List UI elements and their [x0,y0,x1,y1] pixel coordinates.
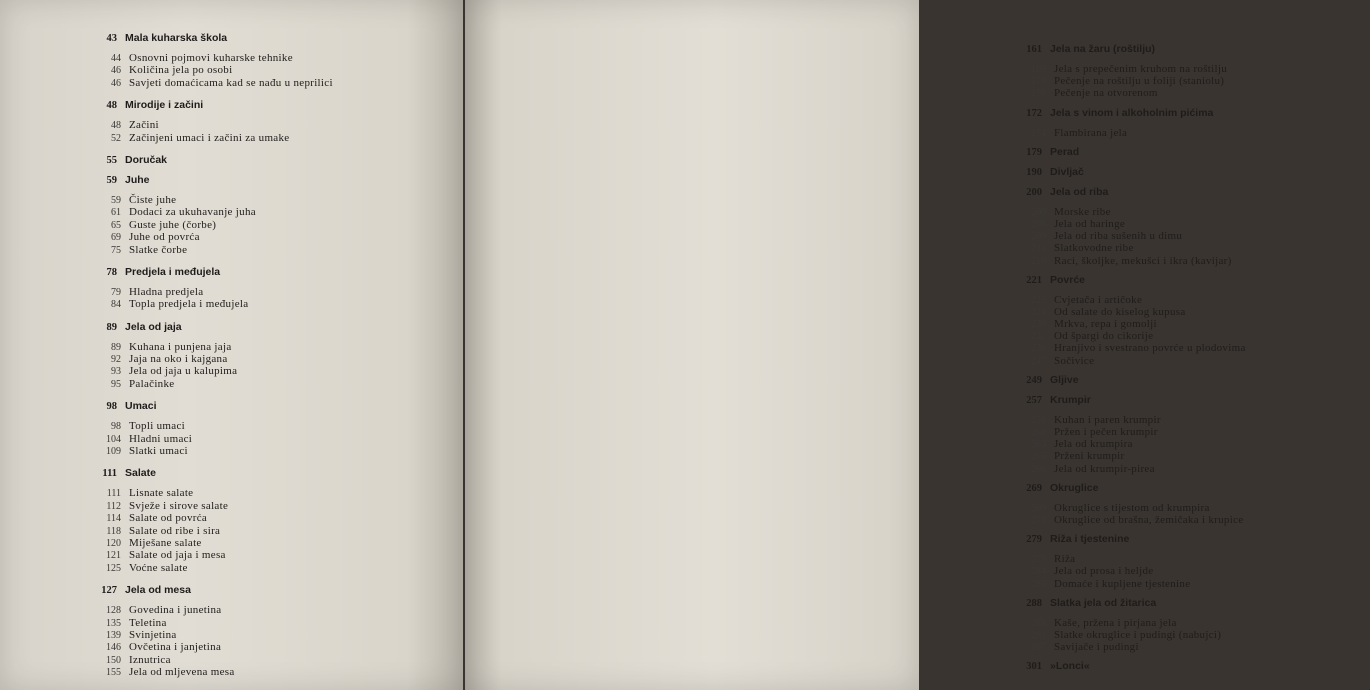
entry-title: Od salate do kiselog kupusa [1054,305,1186,318]
section-entries [1020,206,1370,267]
section-title: Predjela i međujela [125,265,221,278]
toc-entry [1020,355,1370,367]
section-page-number: 288 [1026,597,1042,609]
entry-title: Sočivice [1054,354,1095,367]
entry-page-number: 104 [106,433,121,445]
entry-title: Količina jela po osobi [129,64,233,77]
entry-page-number: 222 [1031,294,1046,306]
entry-title: Slatkovodne ribe [1054,242,1134,255]
toc-section [1020,660,1370,676]
toc-entry [95,562,435,574]
entry-page-number: 89 [111,341,121,353]
toc-entry [1020,330,1370,342]
section-title: Doručak [125,153,168,166]
toc-entry [1020,87,1370,99]
toc-section [1020,533,1370,590]
toc-entry [1020,318,1370,330]
entry-page-number: 75 [111,244,121,256]
entry-title: Kuhan i paren krumpir [1054,413,1161,426]
section-heading [1020,43,1370,59]
toc-entry [95,487,435,499]
toc-entry [95,77,435,89]
entry-title: Jela od prosa i heljde [1054,565,1154,578]
entry-title: Flambirana jela [1054,126,1128,139]
entry-page-number: 174 [1031,127,1046,139]
entry-page-number: 232 [1031,331,1046,343]
entry-page-number: 230 [1031,319,1046,331]
section-heading [95,584,435,600]
entry-page-number: 48 [111,120,121,132]
section-entries [95,52,435,89]
section-title: Jela od riba [1050,185,1109,198]
section-heading [1020,394,1370,410]
toc-section [1020,482,1370,526]
section-page-number: 111 [102,468,117,480]
section-entries [95,420,435,457]
section-page-number: 269 [1026,482,1042,494]
section-entries [95,604,435,678]
entry-page-number: 284 [1031,566,1046,578]
section-heading [1020,107,1370,123]
section-heading [95,174,435,190]
section-title: Jela s vinom i alkoholnim pićima [1050,106,1214,119]
entry-page-number: 84 [111,299,121,311]
section-heading [95,99,435,115]
toc-entry [1020,578,1370,590]
section-title: Gljive [1050,373,1079,386]
toc-entry [95,433,435,445]
entry-title: Okruglice s tijestom od krumpira [1054,501,1210,514]
entry-page-number: 297 [1031,642,1046,654]
toc-entry [1020,255,1370,267]
section-title: Umaci [125,400,157,413]
section-page-number: 301 [1026,661,1042,673]
toc-entry [95,537,435,549]
toc-entry [1020,230,1370,242]
toc-entry [95,654,435,666]
section-page-number: 98 [106,401,117,413]
entry-title: Jaja na oko i kajgana [129,353,228,366]
entry-page-number: 112 [106,500,121,512]
entry-page-number: 265 [1031,451,1046,463]
right-page [465,0,1246,690]
toc-entry [95,286,435,298]
section-title: Povrće [1050,273,1086,286]
entry-page-number: 247 [1031,355,1046,367]
section-heading [95,154,435,170]
entry-title: Jela od jaja u kalupima [129,365,238,378]
section-page-number: 59 [106,174,117,186]
section-title: Mala kuharska škola [125,32,228,44]
entry-title: Iznutrica [129,653,171,666]
toc-entry [1020,218,1370,230]
toc-entry [1020,502,1370,514]
toc-section [95,467,435,574]
entry-title: Govedina i junetina [129,604,222,617]
toc-section [95,400,435,457]
section-page-number: 221 [1026,274,1042,286]
entry-title: Kaše, pržena i pirjana jela [1054,616,1177,629]
toc-entry [95,298,435,310]
toc-entry [1020,641,1370,653]
toc-section [1020,43,1370,100]
section-title: Slatka jela od žitarica [1050,596,1157,609]
entry-title: Pržen i pečen krumpir [1054,426,1158,438]
entry-title: Juhe od povrća [129,231,200,244]
entry-page-number: 224 [1031,306,1046,318]
toc-entry [95,64,435,76]
section-heading [1020,660,1370,676]
toc-entry [1020,450,1370,462]
entry-title: Okruglice od brašna, žemičaka i krupice [1054,513,1244,526]
toc-entry [1020,463,1370,475]
toc-section [1020,394,1370,475]
entry-title: Slatki umaci [129,445,188,458]
entry-title: Jela od haringe [1054,217,1126,230]
section-entries [1020,617,1370,654]
toc-section [95,154,435,170]
section-title: Divljač [1050,165,1084,178]
entry-title: Jela od krumpir-pirea [1054,462,1155,475]
entry-page-number: 263 [1031,439,1046,451]
entry-page-number: 59 [111,194,121,206]
section-title: Mirodije i začini [125,99,204,112]
entry-title: Slatke čorbe [129,243,188,256]
section-entries [1020,502,1370,526]
entry-page-number: 52 [111,132,121,144]
section-title: Salate [125,467,156,480]
entry-title: Začinjeni umaci i začini za umake [129,131,290,144]
toc-entry [95,641,435,653]
entry-page-number: 79 [111,286,121,298]
toc-entry [1020,294,1370,306]
entry-page-number: 95 [111,378,121,390]
entry-title: Mrkva, repa i gomolji [1054,318,1157,331]
section-page-number: 55 [106,154,117,166]
entry-page-number: 211 [1031,243,1046,255]
entry-title: Teletina [129,616,167,629]
entry-title: Svježe i sirove salate [129,499,229,512]
section-page-number: 127 [101,585,117,597]
toc-entry [1020,629,1370,641]
entry-page-number: 69 [111,232,121,244]
section-heading [1020,533,1370,549]
entry-title: Svinjetina [129,628,177,641]
toc-section [1020,186,1370,267]
section-entries [1020,63,1370,100]
toc-entry [95,512,435,524]
section-entries [1020,414,1370,475]
toc-entry [95,194,435,206]
section-title: Krumpir [1050,393,1091,406]
entry-page-number: 269 [1031,502,1046,514]
entry-title: Jela od mljevena mesa [129,666,235,679]
toc-entry [95,604,435,616]
section-entries [95,119,435,144]
entry-page-number: 216 [1031,255,1046,267]
toc-section [95,584,435,678]
entry-title: Lisnate salate [129,487,194,500]
toc-entry [95,500,435,512]
toc-entry [95,445,435,457]
toc-entry [1020,75,1370,87]
section-page-number: 48 [106,100,117,112]
entry-title: Miješane salate [129,536,202,549]
entry-page-number: 118 [106,525,121,537]
entry-title: Kuhana i punjena jaja [129,340,232,353]
entry-title: Čiste juhe [129,193,177,206]
toc-section [95,321,435,391]
toc-entry [95,219,435,231]
section-heading [1020,374,1370,390]
entry-page-number: 236 [1031,343,1046,355]
entry-title: Jela s prepečenim kruhom na roštilju [1054,63,1228,75]
toc-entry [1020,565,1370,577]
section-heading [95,32,435,48]
entry-page-number: 139 [106,629,121,641]
entry-page-number: 92 [111,354,121,366]
section-page-number: 172 [1026,107,1042,119]
section-page-number: 279 [1026,534,1042,546]
entry-page-number: 46 [111,65,121,77]
section-heading [95,467,435,483]
section-title: Perad [1050,145,1080,158]
entry-page-number: 98 [111,421,121,433]
section-title: Okruglice [1050,481,1099,494]
section-entries [95,487,435,574]
toc-entry [95,341,435,353]
entry-title: Jela od krumpira [1054,438,1133,451]
entry-title: Savjeti domaćicama kad se nađu u neprilici [129,76,333,89]
entry-title: Palačinke [129,377,175,390]
toc-entry [95,378,435,390]
toc-entry [95,365,435,377]
entry-title: Cvjetača i artičoke [1054,293,1143,306]
entry-page-number: 170 [1031,76,1046,88]
toc-section [1020,274,1370,367]
entry-title: Hranjivo i svestrano povrće u plodovima [1054,342,1246,355]
entry-page-number: 114 [106,513,121,525]
entry-page-number: 146 [106,642,121,654]
section-heading [95,321,435,337]
toc-entry [95,119,435,131]
entry-title: Ovčetina i janjetina [129,641,222,654]
section-entries [95,341,435,391]
toc-entry [95,52,435,64]
entry-title: Morske ribe [1054,205,1111,218]
section-page-number: 190 [1026,166,1042,178]
entry-title: Od špargi do cikorije [1054,330,1154,343]
entry-page-number: 209 [1031,231,1046,243]
entry-page-number: 150 [106,654,121,666]
toc-entry [1020,438,1370,450]
entry-page-number: 208 [1031,218,1046,230]
entry-page-number: 155 [106,667,121,679]
entry-title: Pečenje na roštilju u foliji (staniolu) [1054,75,1225,88]
toc-entry [95,244,435,256]
entry-page-number: 266 [1031,463,1046,475]
entry-page-number: 258 [1031,414,1046,426]
left-page [0,0,463,690]
entry-page-number: 65 [111,219,121,231]
entry-page-number: 135 [106,617,121,629]
toc-section [1020,597,1370,654]
entry-page-number: 288 [1031,617,1046,629]
toc-entry [95,206,435,218]
entry-title: Prženi krumpir [1054,450,1125,463]
toc-entry [1020,306,1370,318]
entry-page-number: 291 [1031,629,1046,641]
section-heading [1020,274,1370,290]
entry-title: Pečenje na otvorenom [1054,87,1158,100]
section-heading [1020,146,1370,162]
section-heading [1020,186,1370,202]
toc-entry [1020,426,1370,438]
toc-entry [95,525,435,537]
section-title: Juhe [125,173,150,186]
toc-entry [95,617,435,629]
section-page-number: 78 [106,266,117,278]
entry-page-number: 128 [106,605,121,617]
section-entries [1020,294,1370,367]
entry-title: Salate od ribe i sira [129,524,221,537]
entry-title: Začini [129,119,159,132]
toc-section [1020,166,1370,182]
toc-entry [1020,553,1370,565]
entry-page-number: 273 [1031,514,1046,526]
entry-title: Topli umaci [129,420,185,433]
section-heading [95,400,435,416]
section-entries [1020,553,1370,590]
toc-entry [95,629,435,641]
entry-title: Riža [1054,553,1076,566]
entry-title: Raci, školjke, mekušci i ikra (kavijar) [1054,254,1232,267]
section-heading [95,266,435,282]
section-heading [1020,597,1370,613]
entry-title: Salate od jaja i mesa [129,549,226,562]
entry-title: Salate od povrća [129,512,208,525]
section-page-number: 249 [1026,374,1042,386]
section-title: Jela od mesa [125,584,191,597]
entry-page-number: 120 [106,537,121,549]
section-title: Jela na žaru (roštilju) [1050,43,1156,55]
toc-entry [1020,63,1370,75]
entry-page-number: 109 [106,446,121,458]
entry-page-number: 111 [106,488,121,500]
toc-entry [1020,342,1370,354]
entry-title: Hladna predjela [129,285,204,298]
toc-entry [95,231,435,243]
entry-title: Jela od riba sušenih u dimu [1054,230,1183,243]
toc-entry [1020,514,1370,526]
section-entries [95,194,435,256]
toc-entry [95,353,435,365]
entry-page-number: 285 [1031,578,1046,590]
entry-page-number: 279 [1031,554,1046,566]
toc-entry [95,549,435,561]
entry-page-number: 44 [111,53,121,64]
toc-section [1020,146,1370,162]
toc-section [1020,374,1370,390]
toc-entry [1020,242,1370,254]
left-table-of-contents [95,32,435,689]
toc-section [95,174,435,256]
toc-entry [1020,206,1370,218]
section-page-number: 43 [106,33,117,44]
right-table-of-contents [1020,43,1370,680]
entry-title: Savijače i pudingi [1054,641,1139,654]
entry-title: Dodaci za ukuhavanje juha [129,206,256,219]
toc-entry [95,666,435,678]
toc-entry [1020,127,1370,139]
entry-title: Osnovni pojmovi kuharske tehnike [129,52,293,64]
toc-section [1020,107,1370,139]
entry-title: Hladni umaci [129,432,193,445]
entry-title: Guste juhe (čorbe) [129,218,217,231]
entry-title: Voćne salate [129,561,188,574]
section-title: »Lonci« [1050,660,1090,673]
entry-page-number: 121 [106,550,121,562]
section-page-number: 179 [1026,146,1042,158]
entry-page-number: 200 [1031,206,1046,218]
section-page-number: 89 [106,321,117,333]
section-heading [1020,482,1370,498]
entry-title: Topla predjela i međujela [129,298,249,311]
entry-page-number: 46 [111,77,121,89]
section-title: Jela od jaja [125,320,182,333]
entry-page-number: 261 [1031,427,1046,438]
section-entries [95,286,435,311]
toc-entry [1020,414,1370,426]
toc-entry [95,132,435,144]
toc-section [95,266,435,311]
toc-section [95,99,435,144]
toc-entry [1020,617,1370,629]
section-page-number: 200 [1026,186,1042,198]
entry-page-number: 169 [1031,64,1046,75]
entry-page-number: 61 [111,207,121,219]
section-page-number: 161 [1026,44,1042,55]
toc-section [95,32,435,89]
entry-title: Domaće i kupljene tjestenine [1054,577,1191,590]
section-page-number: 257 [1026,394,1042,406]
section-heading [1020,166,1370,182]
entry-page-number: 125 [106,562,121,574]
section-entries [1020,127,1370,139]
toc-entry [95,420,435,432]
entry-title: Slatke okruglice i pudingi (nabujci) [1054,628,1222,641]
entry-page-number: 170 [1031,88,1046,100]
entry-page-number: 93 [111,366,121,378]
section-title: Riža i tjestenine [1050,533,1130,546]
